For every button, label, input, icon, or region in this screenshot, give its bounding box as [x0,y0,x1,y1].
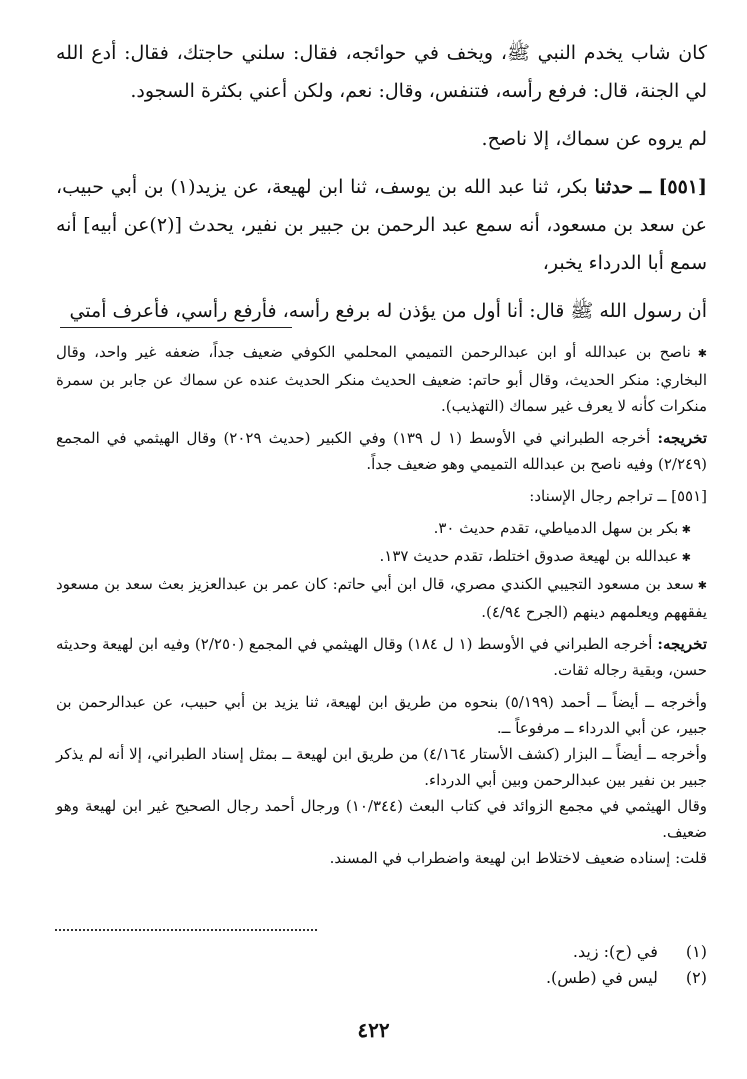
takhrij-text: أخرجه الطبراني في الأوسط (١ ل ١٨٤) وقال الهيثمي في المجمع (٢/٢٥٠) وفيه ابن لهيعة وحديثه حسن، وبقية رجاله ثقات. [56,635,707,679]
narration-remark: لم يروه عن سماك، إلا ناصح. [481,128,707,150]
footnote [546,968,707,987]
footnote-text: ليس في (طس). [545,968,658,987]
takhrij-text: وأخرجه ــ أيضاً ــ البزار (كشف الأستار ٤/١٦٤) من طريق ابن لهيعة ــ بمثل إسناد الطبراني، إلا أنه لم يذكر جبير بن نفير بين عبدالرحمن وبين أبي الدرداء. [56,745,707,789]
verdict-text: قلت: إسناده ضعيف لاختلاط ابن لهيعة واضطراب في المسند. [329,849,707,867]
footnote-separator [55,929,317,931]
narrator-item: ✱ عبدالله بن لهيعة صدوق اختلط، تقدم حديث ١٣٧. [56,543,691,571]
commentary-notes [56,339,707,871]
takhrij-note [56,631,707,683]
narrator-item: ✱ بكر بن سهل الدمياطي، تقدم حديث ٣٠. [56,515,691,543]
matn-paragraph: أن رسول الله ﷺ قال: أنا أول من يؤذن له برفع رأسه، فأرفع رأسي، فأعرف أمتي [69,300,707,322]
takhrij-note [56,425,707,477]
isnad-lead-word: حدثنا [594,176,634,198]
narrators-heading: [٥٥١] ــ تراجم رجال الإسناد: [529,487,707,505]
isnad-paragraph [56,168,707,282]
takhrij-label: تخريجه: [657,429,708,447]
main-text [56,34,707,330]
footnote-text: في (ح): زيد. [572,942,658,961]
takhrij-label: تخريجه: [657,635,707,653]
hadith-text-paragraph: كان شاب يخدم النبي ﷺ، ويخف في حوائجه، فقال: سلني حاجتك، فقال: أدع الله لي الجنة، قال: فرفع رأسه، فتنفس، وقال: نعم، ولكن أعني بكثرة السجود. [56,42,707,102]
isnad-text: بكر، ثنا عبد الله بن يوسف، ثنا ابن لهيعة، عن يزيد(١) بن أبي حبيب، عن سعد بن مسعود، أنه سمع عبد الرحمن بن جبير بن نفير، يحدث [(٢)عن أبيه] أنه سمع أبا الدرداء يخبر، [56,176,707,274]
hadith-number: [٥٥١] ــ [639,176,708,198]
separator-line [60,327,292,328]
page-number: ٤٢٢ [357,1018,390,1042]
takhrij-text: أخرجه الطبراني في الأوسط (١ ل ١٣٩) وفي الكبير (حديث ٢٠٢٩) وقال الهيثمي في المجمع (٢/٢٤٩) وفيه ناصح بن عبدالله التميمي وهو ضعيف جداً. [56,429,707,473]
narrator-item: ✱ سعد بن مسعود التجيبي الكندي مصري، قال ابن أبي حاتم: كان عمر بن عبدالعزيز بعث سعد بن مسعود يفقههم ويعلمهم دينهم (الجرح ٤/٩٤). [56,571,707,625]
footnote [573,942,707,961]
footnote-number: (١) [685,942,707,961]
narrator-note: ✱ ناصح بن عبدالله أو ابن عبدالرحمن التميمي المحلمي الكوفي ضعيف جداً، ضعفه غير واحد، وقال البخاري: منكر الحديث، وقال أبو حاتم: ضعيف الحديث منكر الحديث عنده عن سماك عن جابر بن سمرة منكرات كأنه لا يعرف غير سماك (التهذيب). [56,339,707,419]
takhrij-text: وقال الهيثمي في مجمع الزوائد في كتاب البعث (١٠/٣٤٤) ورجال أحمد رجال الصحيح غير ابن لهيعة وهو ضعيف. [56,797,707,841]
footnote-number: (٢) [685,968,707,987]
takhrij-text: وأخرجه ــ أيضاً ــ أحمد (٥/١٩٩) بنحوه من طريق ابن لهيعة، ثنا يزيد بن أبي حبيب، عن عبدالرحمن بن جبير، عن أبي الدرداء ــ مرفوعاً ــ. [56,693,708,737]
